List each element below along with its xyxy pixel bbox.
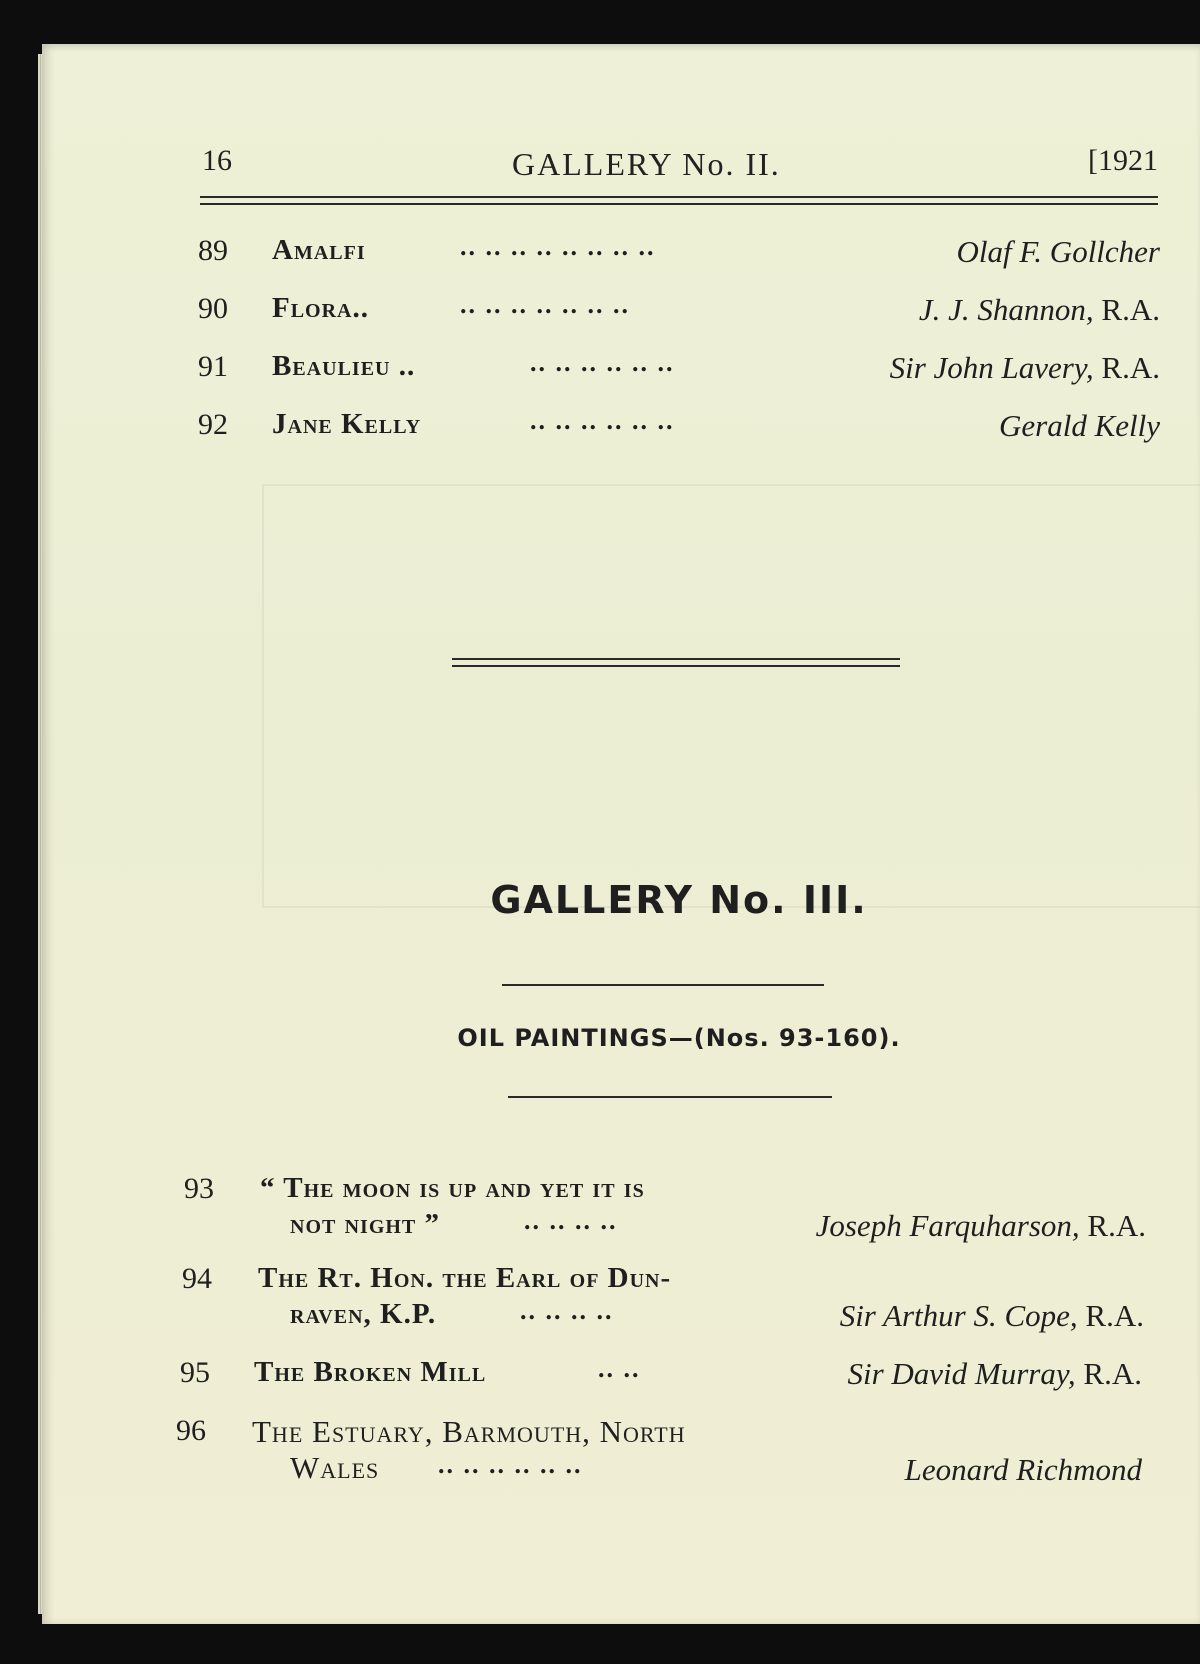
entry-artist: Sir John Lavery, R.A. bbox=[889, 350, 1160, 385]
catalogue-entry-95 bbox=[180, 1356, 1142, 1396]
catalogue-entry-89 bbox=[198, 234, 1160, 274]
page-number: 16 bbox=[202, 144, 232, 177]
entry-leader-dots: .. .. .. .. bbox=[520, 1296, 614, 1325]
entry-title-line-2: raven, K.P. bbox=[290, 1298, 437, 1330]
entry-leader-dots: .. .. .. .. bbox=[524, 1206, 618, 1235]
section-separator-rule bbox=[452, 658, 900, 667]
entry-title-line-1: The Estuary, Barmouth, North bbox=[252, 1414, 686, 1449]
entry-title: Jane Kelly bbox=[272, 408, 422, 440]
entry-artist: J. J. Shannon, R.A. bbox=[918, 292, 1160, 327]
entry-title: Amalfi bbox=[272, 234, 366, 266]
entry-number: 90 bbox=[198, 292, 228, 325]
subheading-rule bbox=[508, 1096, 832, 1098]
catalogue-entry-94 bbox=[182, 1262, 1144, 1342]
entry-artist: Joseph Farquharson, R.A. bbox=[815, 1208, 1146, 1243]
entry-artist: Sir David Murray, R.A. bbox=[847, 1356, 1142, 1391]
entry-leader-dots: .. .. bbox=[598, 1354, 641, 1383]
entry-artist: Sir Arthur S. Cope, R.A. bbox=[839, 1298, 1144, 1333]
entry-artist: Leonard Richmond bbox=[904, 1452, 1142, 1487]
section-subheading: OIL PAINTINGS—(Nos. 93-160). bbox=[457, 1024, 901, 1052]
entry-title-line-1: “ The moon is up and yet it is bbox=[260, 1172, 645, 1204]
entry-number: 89 bbox=[198, 234, 228, 267]
entry-leader-dots: .. .. .. .. .. .. .. .. bbox=[460, 232, 656, 261]
entry-number: 91 bbox=[198, 350, 228, 383]
entry-title-line-2: Wales bbox=[290, 1450, 380, 1485]
entry-artist: Olaf F. Gollcher bbox=[956, 234, 1160, 269]
header-title: GALLERY No. II. bbox=[512, 146, 781, 182]
entry-number: 95 bbox=[180, 1356, 210, 1389]
entry-artist: Gerald Kelly bbox=[999, 408, 1160, 443]
entry-leader-dots: .. .. .. .. .. .. bbox=[438, 1450, 583, 1479]
show-through-illustration bbox=[262, 484, 1200, 908]
entry-title: The Broken Mill bbox=[254, 1356, 487, 1388]
catalogue-entry-92 bbox=[198, 408, 1160, 448]
entry-number: 92 bbox=[198, 408, 228, 441]
entry-number: 96 bbox=[176, 1414, 206, 1447]
entry-title: Beaulieu .. bbox=[272, 350, 416, 382]
entry-leader-dots: .. .. .. .. .. .. .. bbox=[460, 290, 630, 319]
entry-title-line-2: not night ” bbox=[290, 1208, 441, 1240]
catalogue-entry-96 bbox=[176, 1414, 1142, 1494]
catalogue-entry-93 bbox=[184, 1172, 1146, 1252]
entry-number: 94 bbox=[182, 1262, 212, 1295]
running-header bbox=[202, 144, 1158, 184]
entry-title-line-1: The Rt. Hon. the Earl of Dun- bbox=[258, 1262, 672, 1294]
catalogue-entry-91 bbox=[198, 350, 1160, 390]
header-year: [1921 bbox=[1088, 144, 1158, 177]
entry-leader-dots: .. .. .. .. .. .. bbox=[530, 406, 675, 435]
entry-leader-dots: .. .. .. .. .. .. bbox=[530, 348, 675, 377]
gallery-heading: GALLERY No. III. bbox=[490, 878, 868, 922]
catalogue-entry-90 bbox=[198, 292, 1160, 332]
entry-title: Flora.. bbox=[272, 292, 369, 324]
heading-rule bbox=[502, 984, 824, 986]
entry-number: 93 bbox=[184, 1172, 214, 1205]
header-rule bbox=[200, 196, 1158, 205]
